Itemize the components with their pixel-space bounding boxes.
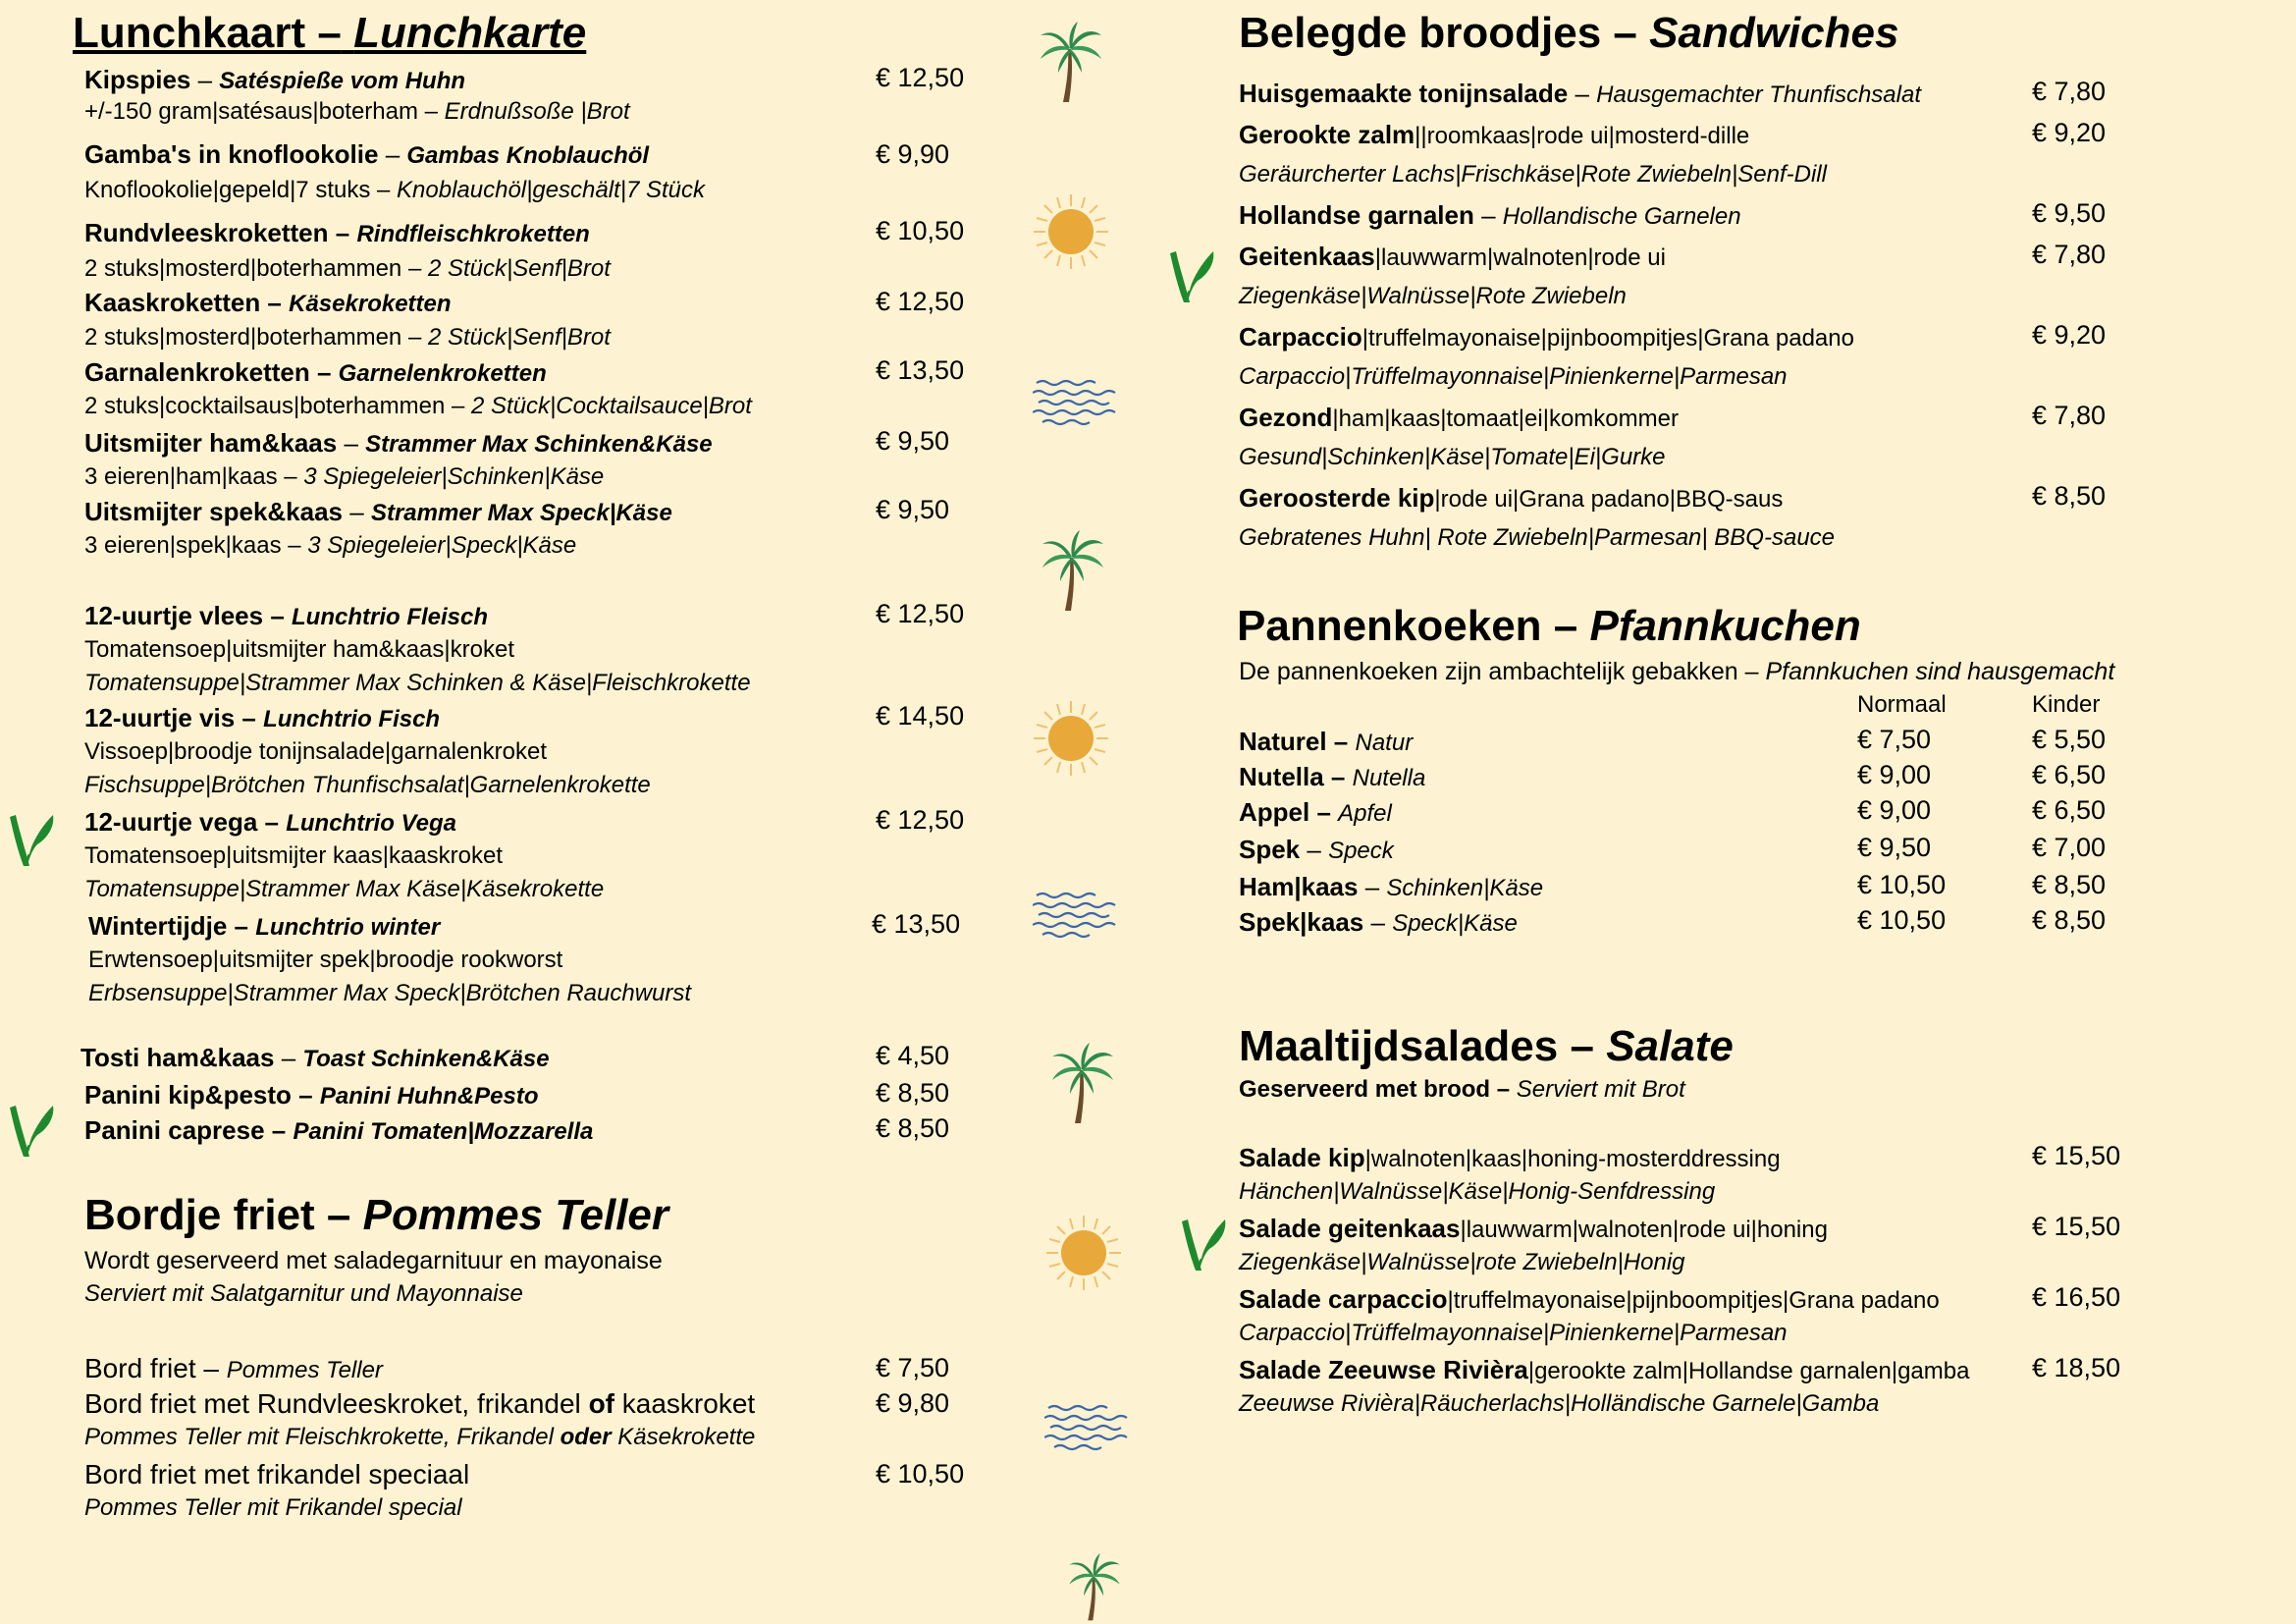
fries-section-title: Bordje friet – Pommes Teller — [84, 1191, 669, 1239]
menu-item-description: Tomatensoep|uitsmijter ham&kaas|kroket — [84, 636, 514, 663]
menu-item-name: Geitenkaas|lauwwarm|walnoten|rode ui — [1239, 242, 1666, 271]
menu-item-description-de: Ziegenkäse|Walnüsse|Rote Zwiebeln — [1239, 283, 1627, 309]
menu-item-price-kids: € 6,50 — [2032, 760, 2107, 789]
menu-item-price: € 4,50 — [876, 1041, 950, 1070]
menu-item-description-de: Ziegenkäse|Walnüsse|rote Zwiebeln|Honig — [1239, 1249, 1685, 1275]
menu-item-name: Tosti ham&kaas – Toast Schinken&Käse — [80, 1043, 550, 1072]
menu-item-price: € 8,50 — [876, 1113, 950, 1143]
menu-item-description-de: Hänchen|Walnüsse|Käse|Honig-Senfdressing — [1239, 1178, 1716, 1205]
menu-item-description-de: Carpaccio|Trüffelmayonnaise|Pinienkerne|Parmesan — [1239, 363, 1788, 390]
fries-subtitle-de: Serviert mit Salatgarnitur und Mayonnaise — [84, 1280, 523, 1307]
lunch-section-title: Lunchkaart – Lunchkarte — [73, 9, 587, 57]
sun-icon — [1032, 699, 1110, 778]
pancakes-subtitle: De pannenkoeken zijn ambachtelijk gebakken – Pfannkuchen sind hausgemacht — [1239, 658, 2115, 685]
menu-item-name: Spek|kaas – Speck|Käse — [1239, 907, 1518, 937]
menu-item-name: Uitsmijter ham&kaas – Strammer Max Schinken&Käse — [84, 428, 713, 458]
menu-item-description-de: Tomatensuppe|Strammer Max Käse|Käsekrokette — [84, 876, 605, 902]
menu-item-name: Garnalenkroketten – Garnelenkroketten — [84, 357, 547, 387]
menu-item-description: 2 stuks|cocktailsaus|boterhammen – 2 Stück|Cocktailsauce|Brot — [84, 393, 752, 419]
menu-item-description: 2 stuks|mosterd|boterhammen – 2 Stück|Senf|Brot — [84, 255, 611, 282]
menu-item-price-normal: € 10,50 — [1857, 870, 1947, 899]
menu-item-description-de: Geräurcherter Lachs|Frischkäse|Rote Zwiebeln|Senf-Dill — [1239, 161, 1827, 188]
sun-icon — [1044, 1214, 1123, 1292]
menu-item-name: Panini kip&pesto – Panini Huhn&Pesto — [84, 1080, 539, 1110]
salads-subtitle: Geserveerd met brood – Serviert mit Brot — [1239, 1076, 1685, 1103]
menu-item-price-normal: € 7,50 — [1857, 725, 1932, 754]
menu-item-price: € 15,50 — [2032, 1212, 2121, 1241]
menu-item-price: € 12,50 — [876, 805, 965, 835]
menu-item-price-kids: € 8,50 — [2032, 905, 2107, 935]
menu-item-price: € 9,80 — [876, 1388, 950, 1418]
vegetarian-leaf-icon — [4, 1096, 59, 1159]
menu-item-description: +/-150 gram|satésaus|boterham – Erdnußsoße |Brot — [84, 98, 630, 125]
menu-item-name: 12-uurtje vis – Lunchtrio Fisch — [84, 703, 441, 732]
menu-item-name: Kipspies – Satéspieße vom Huhn — [84, 65, 466, 94]
menu-item-name: Uitsmijter spek&kaas – Strammer Max Speck|Käse — [84, 497, 672, 526]
vegetarian-leaf-icon — [4, 805, 59, 868]
menu-item-name: Panini caprese – Panini Tomaten|Mozzarella — [84, 1115, 594, 1145]
menu-item-name: Kaaskroketten – Käsekroketten — [84, 288, 452, 317]
waves-icon — [1033, 377, 1117, 426]
menu-item-price: € 16,50 — [2032, 1282, 2121, 1312]
menu-item-name: Naturel – Natur — [1239, 727, 1414, 756]
menu-item-name: Geroosterde kip|rode ui|Grana padano|BBQ-saus — [1239, 483, 1784, 513]
menu-item-description: Erwtensoep|uitsmijter spek|broodje rookworst — [88, 947, 563, 973]
menu-item-name: Huisgemaakte tonijnsalade – Hausgemachter Thunfischsalat — [1239, 79, 1921, 108]
fries-subtitle: Wordt geserveerd met saladegarnituur en mayonaise — [84, 1247, 663, 1274]
menu-item-name: Salade carpaccio|truffelmayonaise|pijnboompitjes|Grana padano — [1239, 1284, 1940, 1314]
menu-item-price: € 14,50 — [876, 701, 965, 731]
menu-item-price: € 7,50 — [876, 1353, 950, 1382]
menu-item-price-kids: € 5,50 — [2032, 725, 2107, 754]
menu-item-name: Salade Zeeuwse Rivièra|gerookte zalm|Hollandse garnalen|gamba — [1239, 1355, 1970, 1384]
menu-item-price: € 8,50 — [2032, 481, 2107, 511]
menu-item-price: € 9,20 — [2032, 118, 2107, 147]
vegetarian-leaf-icon — [1164, 242, 1219, 304]
menu-item-price: € 13,50 — [872, 909, 961, 939]
menu-item-price: € 15,50 — [2032, 1141, 2121, 1170]
menu-item-description: 3 eieren|ham|kaas – 3 Spiegeleier|Schinken|Käse — [84, 463, 605, 490]
menu-item-name: Nutella – Nutella — [1239, 762, 1426, 791]
pancakes-section-title: Pannenkoeken – Pfannkuchen — [1237, 602, 1861, 650]
menu-item-description: Knoflookolie|gepeld|7 stuks – Knoblauchöl|geschält|7 Stück — [84, 177, 706, 203]
menu-item-name: Ham|kaas – Schinken|Käse — [1239, 872, 1544, 901]
menu-item-name: Salade geitenkaas|lauwwarm|walnoten|rode ui|honing — [1239, 1214, 1828, 1243]
menu-item-description-de: Fischsuppe|Brötchen Thunfischsalat|Garnelenkrokette — [84, 772, 651, 798]
sun-icon — [1032, 192, 1110, 271]
menu-item-name: Rundvleeskroketten – Rindfleischkroketten — [84, 218, 590, 247]
menu-item-name: Gerookte zalm||roomkaas|rode ui|mosterd-dille — [1239, 120, 1750, 149]
waves-icon — [1033, 890, 1117, 939]
menu-item-description-de: Zeeuwse Rivièra|Räucherlachs|Holländische Garnele|Gamba — [1239, 1390, 1880, 1417]
menu-item-name: Appel – Apfel — [1239, 797, 1392, 827]
menu-item-price: € 9,50 — [876, 426, 950, 456]
menu-item-price-normal: € 9,00 — [1857, 795, 1932, 825]
menu-item-price: € 10,50 — [876, 216, 965, 245]
menu-item-price: € 18,50 — [2032, 1353, 2121, 1382]
menu-item-name: Salade kip|walnoten|kaas|honing-mosterddressing — [1239, 1143, 1781, 1172]
menu-item-price: € 9,50 — [2032, 198, 2107, 228]
menu-item-description-de: Gebratenes Huhn| Rote Zwiebeln|Parmesan| BBQ-sauce — [1239, 524, 1836, 551]
menu-item-name: 12-uurtje vlees – Lunchtrio Fleisch — [84, 601, 489, 630]
menu-item-name: Hollandse garnalen – Hollandische Garnelen — [1239, 200, 1741, 230]
menu-item-price-kids: € 8,50 — [2032, 870, 2107, 899]
menu-item-description-de: Pommes Teller mit Frikandel special — [84, 1494, 462, 1521]
menu-item-price: € 12,50 — [876, 63, 965, 92]
menu-item-name: 12-uurtje vega – Lunchtrio Vega — [84, 807, 457, 837]
menu-item-description: Vissoep|broodje tonijnsalade|garnalenkroket — [84, 738, 548, 765]
menu-item-name: Bord friet met frikandel speciaal — [84, 1459, 470, 1489]
menu-item-description-de: Gesund|Schinken|Käse|Tomate|Ei|Gurke — [1239, 444, 1666, 470]
menu-item-price-normal: € 10,50 — [1857, 905, 1947, 935]
menu-item-price-kids: € 6,50 — [2032, 795, 2107, 825]
menu-item-price-kids: € 7,00 — [2032, 833, 2107, 862]
palm-tree-icon — [1062, 1553, 1127, 1622]
menu-item-price: € 7,80 — [2032, 77, 2107, 106]
vegetarian-leaf-icon — [1176, 1210, 1231, 1272]
menu-item-name: Wintertijdje – Lunchtrio winter — [88, 911, 441, 941]
menu-item-description-de: Carpaccio|Trüffelmayonnaise|Pinienkerne|Parmesan — [1239, 1320, 1788, 1346]
sandwiches-section-title: Belegde broodjes – Sandwiches — [1239, 9, 1899, 57]
menu-item-name: Gezond|ham|kaas|tomaat|ei|komkommer — [1239, 403, 1679, 432]
column-header-kids: Kinder — [2032, 691, 2101, 718]
menu-item-price: € 7,80 — [2032, 240, 2107, 269]
menu-item-price: € 7,80 — [2032, 401, 2107, 430]
palm-tree-icon — [1041, 530, 1105, 613]
menu-item-price: € 12,50 — [876, 287, 965, 316]
waves-icon — [1044, 1402, 1129, 1451]
menu-item-price: € 10,50 — [876, 1459, 965, 1489]
menu-item-description-de: Pommes Teller mit Fleischkrokette, Frikandel oder Käsekrokette — [84, 1424, 756, 1450]
menu-item-name: Bord friet – Pommes Teller — [84, 1353, 383, 1383]
palm-tree-icon — [1039, 22, 1103, 104]
salads-section-title: Maaltijdsalades – Salate — [1239, 1022, 1734, 1070]
menu-item-price-normal: € 9,00 — [1857, 760, 1932, 789]
menu-item-name: Carpaccio|truffelmayonaise|pijnboompitjes|Grana padano — [1239, 322, 1854, 352]
menu-item-description: 2 stuks|mosterd|boterhammen – 2 Stück|Senf|Brot — [84, 324, 611, 351]
menu-item-name: Spek – Speck — [1239, 835, 1394, 864]
menu-item-name: Gamba's in knoflookolie – Gambas Knoblauchöl — [84, 139, 650, 169]
menu-item-name: Bord friet met Rundvleeskroket, frikandel of kaaskroket — [84, 1388, 756, 1419]
menu-item-description-de: Tomatensuppe|Strammer Max Schinken & Käse|Fleischkrokette — [84, 670, 751, 696]
column-header-normal: Normaal — [1857, 691, 1947, 718]
menu-item-description: 3 eieren|spek|kaas – 3 Spiegeleier|Speck|Käse — [84, 532, 577, 559]
menu-item-price: € 13,50 — [876, 355, 965, 385]
menu-item-description: Tomatensoep|uitsmijter kaas|kaaskroket — [84, 842, 503, 869]
menu-item-price: € 9,50 — [876, 495, 950, 524]
menu-item-price: € 12,50 — [876, 599, 965, 628]
palm-tree-icon — [1050, 1043, 1115, 1125]
menu-item-price-normal: € 9,50 — [1857, 833, 1932, 862]
menu-item-price: € 9,90 — [876, 139, 950, 169]
menu-item-description-de: Erbsensuppe|Strammer Max Speck|Brötchen Rauchwurst — [88, 980, 692, 1006]
menu-item-price: € 8,50 — [876, 1078, 950, 1108]
menu-item-price: € 9,20 — [2032, 320, 2107, 350]
